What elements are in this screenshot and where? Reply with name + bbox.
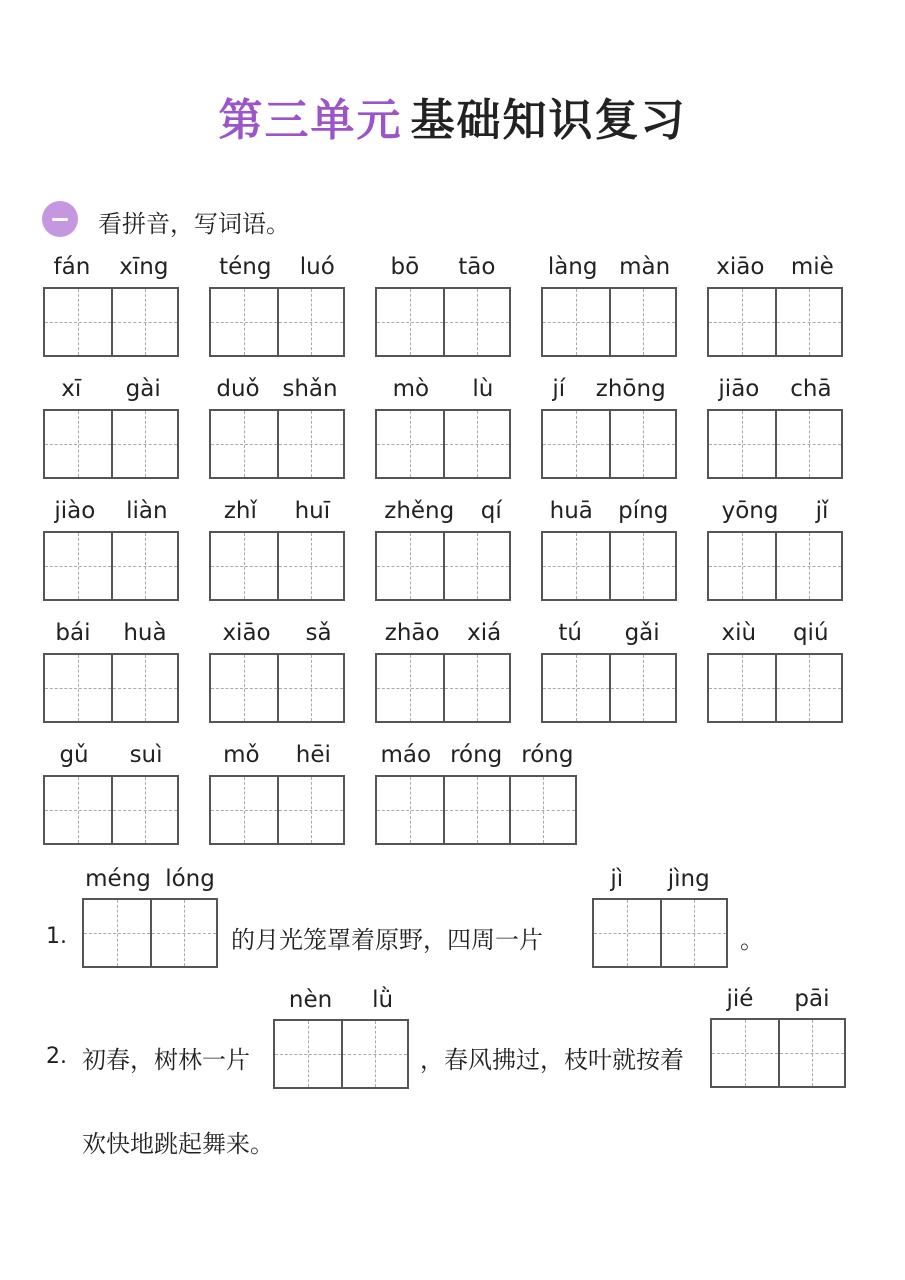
word-pinyin: [375, 376, 511, 402]
writing-cell[interactable]: [111, 411, 177, 477]
writing-cell[interactable]: [277, 655, 343, 721]
writing-cell[interactable]: [709, 289, 775, 355]
writing-boxes[interactable]: [541, 531, 677, 601]
pinyin-syllable: mǒ: [223, 742, 260, 768]
pinyin-syllable: lù: [472, 376, 494, 402]
word-pinyin: [43, 620, 179, 646]
writing-boxes[interactable]: [707, 287, 843, 357]
pinyin-syllable: fán: [53, 254, 91, 280]
pinyin-syllable: sǎ: [305, 620, 332, 646]
word-pinyin: [707, 376, 843, 402]
pinyin-syllable: gǔ: [59, 742, 89, 768]
writing-cell[interactable]: [443, 533, 509, 599]
writing-boxes[interactable]: [541, 653, 677, 723]
writing-cell[interactable]: [111, 289, 177, 355]
word-pinyin: [541, 376, 677, 402]
writing-cell[interactable]: [277, 289, 343, 355]
writing-cell[interactable]: [543, 533, 609, 599]
pinyin-syllable: hēi: [295, 742, 331, 768]
pinyin-syllable: qiú: [792, 620, 829, 646]
pinyin-syllable: zhāo: [384, 620, 440, 646]
pinyin-syllable: shǎn: [282, 376, 338, 402]
word-pinyin: [375, 498, 511, 524]
writing-boxes[interactable]: [375, 409, 511, 479]
writing-cell[interactable]: [211, 777, 277, 843]
pinyin-syllable: xiù: [721, 620, 757, 646]
section-title: 看拼音，写词语。: [98, 210, 290, 238]
writing-boxes[interactable]: [375, 287, 511, 357]
writing-cell[interactable]: [775, 289, 841, 355]
sentence-end: 。: [740, 926, 764, 954]
writing-cell[interactable]: [543, 289, 609, 355]
writing-boxes[interactable]: [710, 1018, 846, 1088]
writing-boxes[interactable]: [707, 409, 843, 479]
writing-cell[interactable]: [443, 289, 509, 355]
word-pinyin: [209, 498, 345, 524]
pinyin-syllable: bái: [55, 620, 91, 646]
pinyin-syllable: chā: [790, 376, 832, 402]
pinyin-syllable: yōng: [721, 498, 779, 524]
writing-cell[interactable]: [211, 533, 277, 599]
writing-cell[interactable]: [609, 411, 675, 477]
writing-cell[interactable]: [377, 777, 443, 843]
word-pinyin: [375, 254, 511, 280]
writing-cell[interactable]: [509, 777, 575, 843]
pinyin-syllable: huà: [123, 620, 167, 646]
pinyin-syllable: téng: [219, 254, 272, 280]
pinyin-syllable: huā: [549, 498, 593, 524]
pinyin-syllable: miè: [790, 254, 834, 280]
writing-boxes[interactable]: [541, 409, 677, 479]
writing-cell[interactable]: [543, 411, 609, 477]
pinyin-syllable: làng: [547, 254, 598, 280]
writing-cell[interactable]: [277, 777, 343, 843]
word-pinyin: [43, 254, 179, 280]
pinyin-syllable: qí: [480, 498, 502, 524]
pinyin-syllable: gǎi: [624, 620, 660, 646]
word-pinyin: [209, 620, 345, 646]
pinyin-syllable: suì: [129, 742, 163, 768]
pinyin-syllable: gài: [125, 376, 161, 402]
writing-cell[interactable]: [775, 533, 841, 599]
word-pinyin: [541, 254, 677, 280]
blank-pinyin: jì jìng: [610, 866, 710, 892]
writing-boxes[interactable]: [375, 653, 511, 723]
pinyin-syllable: duǒ: [216, 376, 260, 402]
writing-boxes[interactable]: [43, 653, 179, 723]
writing-cell[interactable]: [709, 655, 775, 721]
pinyin-syllable: liàn: [126, 498, 168, 524]
blank-pinyin: jié pāi: [726, 986, 830, 1012]
writing-boxes[interactable]: [273, 1019, 409, 1089]
writing-cell[interactable]: [211, 655, 277, 721]
writing-cell[interactable]: [443, 777, 509, 843]
writing-boxes[interactable]: [43, 531, 179, 601]
writing-boxes[interactable]: [375, 531, 511, 601]
pinyin-syllable: zhěng: [384, 498, 455, 524]
word-pinyin: [43, 498, 179, 524]
sentence-number: 2.: [46, 1044, 67, 1069]
pinyin-syllable: róng: [521, 742, 574, 768]
pinyin-syllable: xiá: [467, 620, 502, 646]
writing-boxes[interactable]: [43, 775, 179, 845]
writing-boxes[interactable]: [209, 531, 345, 601]
pinyin-syllable: zhōng: [595, 376, 666, 402]
writing-cell[interactable]: [377, 289, 443, 355]
writing-boxes[interactable]: [541, 287, 677, 357]
writing-cell[interactable]: [775, 655, 841, 721]
writing-cell[interactable]: [609, 655, 675, 721]
writing-boxes[interactable]: [209, 653, 345, 723]
pinyin-syllable: jí: [552, 376, 566, 402]
writing-cell[interactable]: [111, 777, 177, 843]
word-pinyin: [707, 254, 843, 280]
writing-cell[interactable]: [45, 777, 111, 843]
writing-cell[interactable]: [377, 533, 443, 599]
writing-cell[interactable]: [709, 411, 775, 477]
writing-cell[interactable]: [377, 655, 443, 721]
title-topic: 基础知识复习: [410, 95, 687, 146]
writing-cell[interactable]: [111, 533, 177, 599]
pinyin-syllable: xīng: [119, 254, 169, 280]
writing-cell[interactable]: [277, 411, 343, 477]
pinyin-syllable: mò: [392, 376, 430, 402]
writing-cell[interactable]: [45, 533, 111, 599]
writing-cell[interactable]: [45, 655, 111, 721]
pinyin-syllable: píng: [618, 498, 669, 524]
page-title: [0, 84, 905, 148]
word-pinyin: [541, 620, 677, 646]
writing-boxes[interactable]: [43, 287, 179, 357]
pinyin-syllable: róng: [450, 742, 503, 768]
pinyin-syllable: tāo: [458, 254, 496, 280]
writing-boxes[interactable]: [209, 775, 345, 845]
writing-cell[interactable]: [443, 411, 509, 477]
writing-boxes[interactable]: [209, 409, 345, 479]
word-pinyin: [43, 742, 179, 768]
word-pinyin: [209, 254, 345, 280]
writing-cell[interactable]: [211, 289, 277, 355]
pinyin-syllable: zhǐ: [223, 498, 257, 524]
word-pinyin: [375, 742, 579, 768]
pinyin-syllable: máo: [380, 742, 432, 768]
writing-cell[interactable]: [609, 289, 675, 355]
blank-pinyin: nèn lǜ: [288, 987, 394, 1013]
word-pinyin: [707, 620, 843, 646]
word-pinyin: [43, 376, 179, 402]
writing-cell[interactable]: [709, 533, 775, 599]
pinyin-syllable: xiāo: [222, 620, 271, 646]
word-pinyin: [707, 498, 843, 524]
pinyin-syllable: bō: [390, 254, 420, 280]
pinyin-syllable: xī: [61, 376, 82, 402]
writing-boxes[interactable]: [43, 409, 179, 479]
writing-boxes[interactable]: [82, 898, 218, 968]
pinyin-syllable: luó: [299, 254, 335, 280]
sentence-number: 1.: [46, 924, 67, 949]
blank-pinyin: méng lóng: [85, 866, 215, 892]
word-pinyin: [209, 376, 345, 402]
word-pinyin: [209, 742, 345, 768]
writing-cell[interactable]: [45, 289, 111, 355]
writing-cell[interactable]: [543, 655, 609, 721]
writing-boxes[interactable]: [707, 653, 843, 723]
section-number-badge: [42, 201, 78, 237]
writing-cell[interactable]: [111, 655, 177, 721]
pinyin-syllable: jǐ: [815, 498, 829, 524]
sentence-text-line2: 欢快地跳起舞来。: [82, 1130, 274, 1158]
pinyin-syllable: jiào: [54, 498, 96, 524]
word-pinyin: [541, 498, 677, 524]
writing-boxes[interactable]: [375, 775, 577, 845]
writing-boxes[interactable]: [707, 531, 843, 601]
writing-cell[interactable]: [277, 533, 343, 599]
sentence-text: 的月光笼罩着原野，四周一片: [231, 926, 543, 954]
pinyin-syllable: màn: [619, 254, 671, 280]
writing-cell[interactable]: [377, 411, 443, 477]
pinyin-syllable: tú: [558, 620, 582, 646]
writing-cell[interactable]: [211, 411, 277, 477]
pinyin-syllable: xiāo: [716, 254, 765, 280]
writing-cell[interactable]: [775, 411, 841, 477]
writing-cell[interactable]: [443, 655, 509, 721]
writing-cell[interactable]: [45, 411, 111, 477]
writing-boxes[interactable]: [592, 898, 728, 968]
sentence-text: ，春风拂过，枝叶就按着: [420, 1046, 684, 1074]
writing-boxes[interactable]: [209, 287, 345, 357]
word-pinyin: [375, 620, 511, 646]
pinyin-syllable: huī: [294, 498, 331, 524]
title-unit: 第三单元: [218, 95, 403, 146]
sentence-text: 初春，树林一片: [82, 1046, 250, 1074]
writing-cell[interactable]: [609, 533, 675, 599]
pinyin-syllable: jiāo: [718, 376, 760, 402]
